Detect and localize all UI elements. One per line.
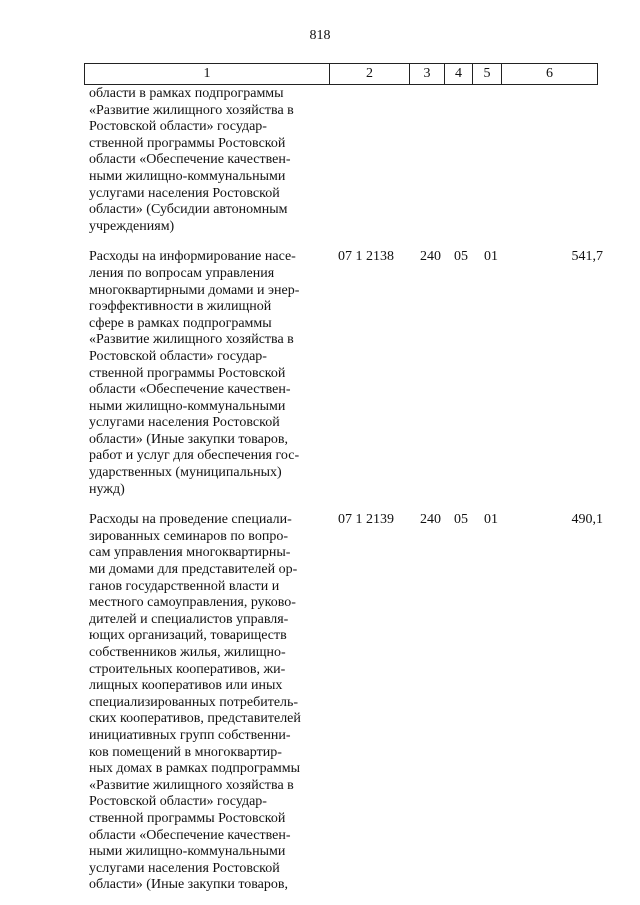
row-description: Расходы на информирование насе- ления по вопросам управления многоквартирными домами и энер- гоэффективности в жилищной сфере в рамках подпрограммы «Развитие жилищного хозяйства в Ростовской области» государ- ственной программы Ростовской области «Обеспечение качествен- ными жилищно-коммунальными услугами населения Ростовской области» (Иные закупки товаров, работ и услуг для обеспечения гос- ударственных (муниципальных) нужд): [89, 249, 300, 497]
row-code: 07 1 2139: [338, 512, 394, 528]
table-row: [89, 512, 603, 894]
row-description: Расходы на проведение специали- зированных семинаров по вопро- сам управления многоквартирны- ми домами для представителей ор- ганов государственной власти и местного самоуправления, руково- дителей и специалистов управля- ющих организаций, товариществ собственников жилья, жилищно- строительных кооперативов, жи- лищных кооперативов или иных специализированных потребитель- ских кооперативов, представителей инициативных групп собственни- ков помещений в многоквартир- ных домах в рамках подпрограммы «Развитие жилищного хозяйства в Ростовской области» государ- ственной программы Ростовской области «Обеспечение качествен- ными жилищно-коммунальными услугами населения Ростовской области» (Иные закупки товаров,: [89, 512, 301, 893]
header-col-4: 4: [445, 64, 473, 85]
row-section: 05: [454, 249, 468, 265]
row-expense-type: 240: [420, 512, 441, 528]
table-row: [89, 86, 603, 235]
row-subsection: 01: [484, 512, 498, 528]
row-code: 07 1 2138: [338, 249, 394, 265]
table-body: [89, 86, 603, 894]
header-col-6: 6: [502, 64, 598, 85]
header-col-1: 1: [85, 64, 330, 85]
row-amount: 490,1: [571, 512, 603, 528]
table-row: [89, 249, 603, 498]
page-number: 818: [309, 28, 331, 43]
column-header-row: [84, 63, 598, 85]
row-amount: 541,7: [571, 249, 603, 265]
header-col-2: 2: [330, 64, 410, 85]
row-description: области в рамках подпрограммы «Развитие жилищного хозяйства в Ростовской области» государ- ственной программы Ростовской области «Обеспечение качествен- ными жилищно-коммунальными услугами населения Ростовской области» (Субсидии автономным учреждениям): [89, 86, 294, 234]
row-expense-type: 240: [420, 249, 441, 265]
header-col-5: 5: [473, 64, 502, 85]
row-subsection: 01: [484, 249, 498, 265]
row-section: 05: [454, 512, 468, 528]
header-col-3: 3: [410, 64, 445, 85]
